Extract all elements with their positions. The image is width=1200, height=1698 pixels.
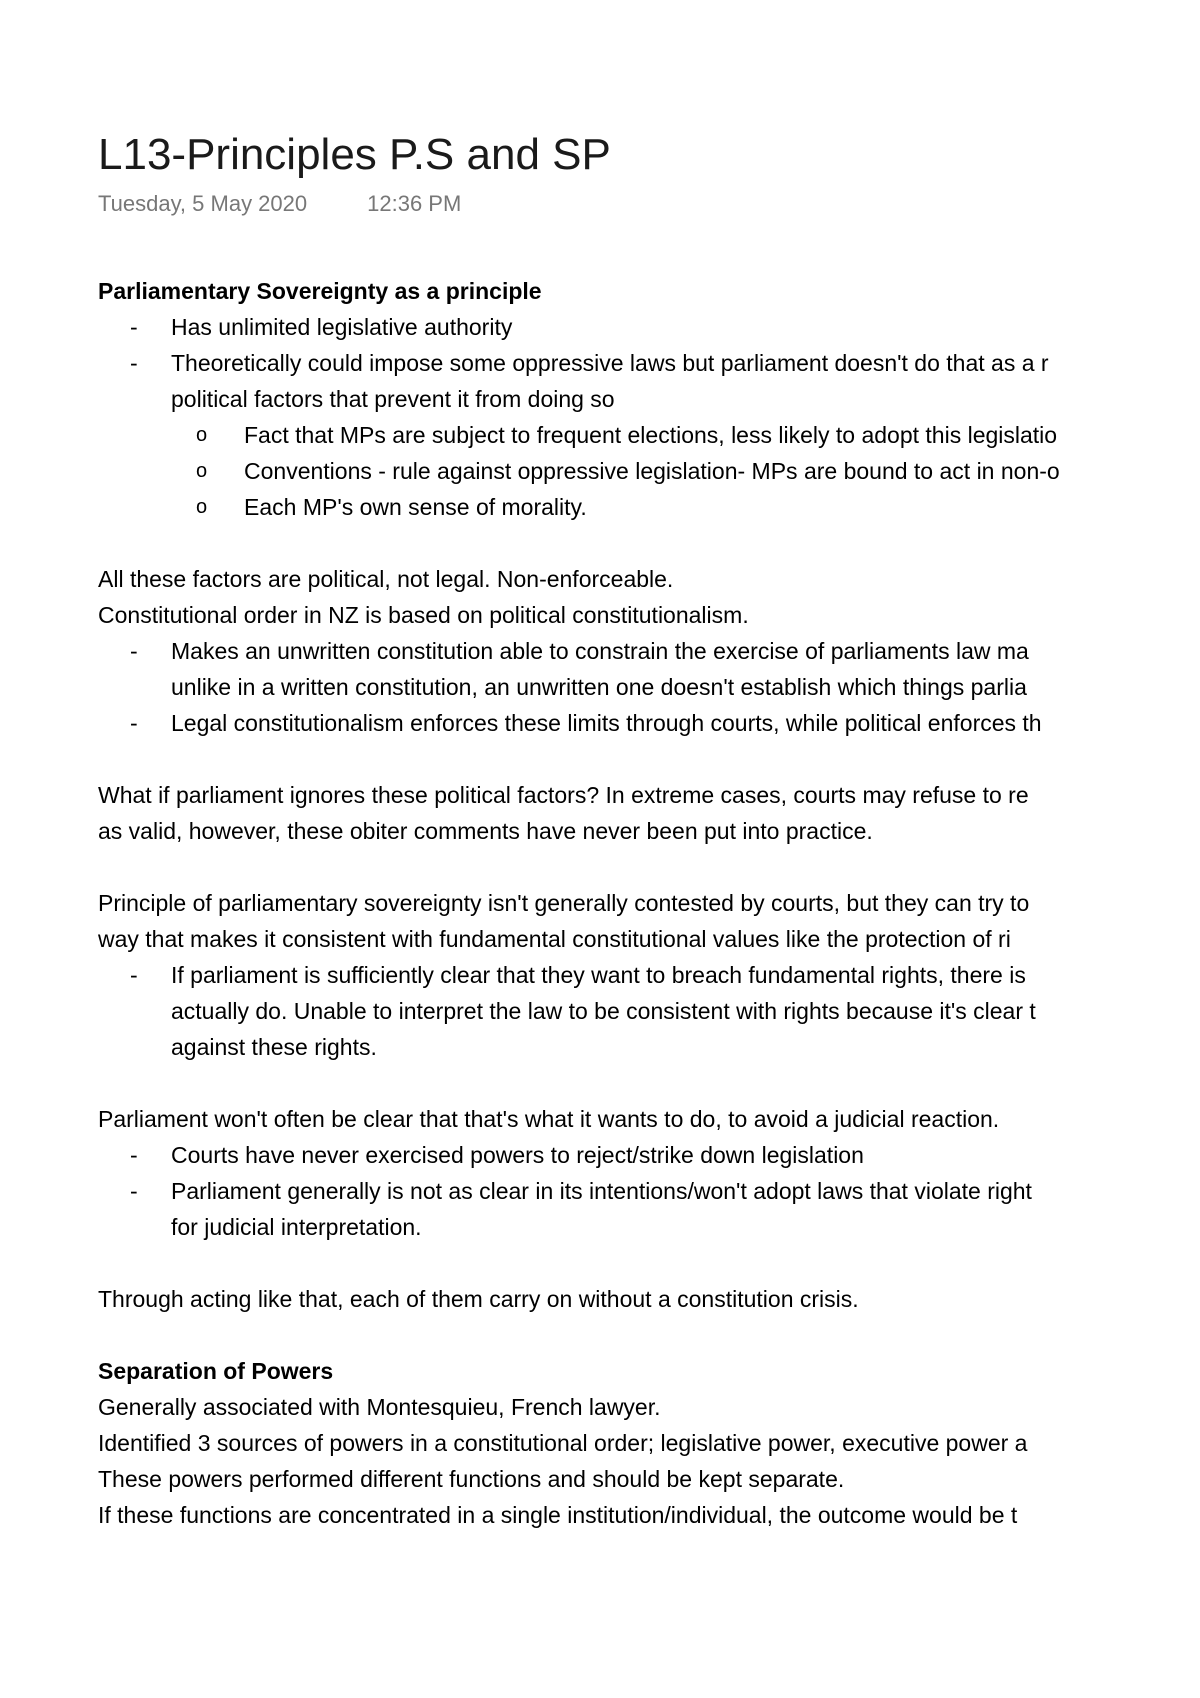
dash-bullet: - bbox=[130, 349, 138, 376]
dash-bullet: - bbox=[130, 1177, 138, 1204]
dash-bullet: - bbox=[130, 709, 138, 736]
list-item-text: Courts have never exercised powers to reject/strike down legislation bbox=[171, 1141, 864, 1168]
spacer bbox=[98, 849, 1200, 885]
list-item-text: Has unlimited legislative authority bbox=[171, 313, 513, 340]
sub-list-item-text: Fact that MPs are subject to frequent elections, less likely to adopt this legislatio bbox=[244, 421, 1058, 448]
paragraph-line: Principle of parliamentary sovereignty isn't generally contested by courts, but they can try to bbox=[98, 889, 1030, 916]
sub-list-item bbox=[98, 417, 1200, 453]
paragraph-line: All these factors are political, not legal. Non-enforceable. bbox=[98, 565, 674, 592]
list-item-continuation: political factors that prevent it from doing so bbox=[171, 385, 615, 412]
paragraph-line: Identified 3 sources of powers in a constitutional order; legislative power, executive power a bbox=[98, 1429, 1028, 1456]
paragraph-line: What if parliament ignores these political factors? In extreme cases, courts may refuse to re bbox=[98, 781, 1029, 808]
list-item bbox=[98, 1173, 1200, 1209]
spacer bbox=[98, 741, 1200, 777]
sub-list-item bbox=[98, 489, 1200, 525]
list-item-text: If parliament is sufficiently clear that they want to breach fundamental rights, there is bbox=[171, 961, 1026, 988]
spacer bbox=[98, 525, 1200, 561]
sub-list-item bbox=[98, 453, 1200, 489]
list-item-text: Parliament generally is not as clear in its intentions/won't adopt laws that violate right bbox=[171, 1177, 1032, 1204]
note-date: Tuesday, 5 May 2020 bbox=[98, 190, 308, 216]
paragraph-line: Generally associated with Montesquieu, French lawyer. bbox=[98, 1393, 661, 1420]
note-body bbox=[98, 273, 1200, 1533]
section-heading-parliamentary-sovereignty: Parliamentary Sovereignty as a principle bbox=[98, 277, 542, 304]
list-item-continuation: unlike in a written constitution, an unwritten one doesn't establish which things parlia bbox=[171, 673, 1027, 700]
list-item bbox=[98, 633, 1200, 669]
dash-bullet: - bbox=[130, 637, 138, 664]
circle-bullet: o bbox=[196, 423, 208, 446]
note-time: 12:36 PM bbox=[367, 190, 462, 216]
spacer bbox=[98, 1065, 1200, 1101]
list-item-text: Theoretically could impose some oppressive laws but parliament doesn't do that as a r bbox=[171, 349, 1049, 376]
paragraph-line: These powers performed different functions and should be kept separate. bbox=[98, 1465, 845, 1492]
sub-list-item-text: Each MP's own sense of morality. bbox=[244, 493, 587, 520]
paragraph-line: Parliament won't often be clear that that's what it wants to do, to avoid a judicial reaction. bbox=[98, 1105, 1000, 1132]
list-item bbox=[98, 1137, 1200, 1173]
dash-bullet: - bbox=[130, 1141, 138, 1168]
section-heading-separation-of-powers: Separation of Powers bbox=[98, 1357, 334, 1384]
note-timestamp bbox=[98, 191, 1200, 217]
paragraph-line: Constitutional order in NZ is based on political constitutionalism. bbox=[98, 601, 749, 628]
spacer bbox=[98, 1317, 1200, 1353]
dash-bullet: - bbox=[130, 313, 138, 340]
list-item-text: Legal constitutionalism enforces these limits through courts, while political enforces th bbox=[171, 709, 1042, 736]
list-item bbox=[98, 345, 1200, 381]
note-page bbox=[98, 130, 1200, 1533]
circle-bullet: o bbox=[196, 495, 208, 518]
list-item bbox=[98, 705, 1200, 741]
page-title: L13-Principles P.S and SP bbox=[98, 130, 611, 179]
list-item-continuation: for judicial interpretation. bbox=[171, 1213, 422, 1240]
list-item bbox=[98, 957, 1200, 993]
paragraph-line: as valid, however, these obiter comments have never been put into practice. bbox=[98, 817, 873, 844]
sub-list-item-text: Conventions - rule against oppressive legislation- MPs are bound to act in non-o bbox=[244, 457, 1060, 484]
spacer bbox=[98, 1245, 1200, 1281]
paragraph-line: If these functions are concentrated in a single institution/individual, the outcome would be t bbox=[98, 1501, 1018, 1528]
dash-bullet: - bbox=[130, 961, 138, 988]
circle-bullet: o bbox=[196, 459, 208, 482]
list-item-continuation: against these rights. bbox=[171, 1033, 377, 1060]
list-item-text: Makes an unwritten constitution able to constrain the exercise of parliaments law ma bbox=[171, 637, 1029, 664]
paragraph-line: way that makes it consistent with fundamental constitutional values like the protection of ri bbox=[98, 925, 1011, 952]
list-item bbox=[98, 309, 1200, 345]
list-item-continuation: actually do. Unable to interpret the law to be consistent with rights because it's clear t bbox=[171, 997, 1036, 1024]
paragraph-line: Through acting like that, each of them carry on without a constitution crisis. bbox=[98, 1285, 859, 1312]
